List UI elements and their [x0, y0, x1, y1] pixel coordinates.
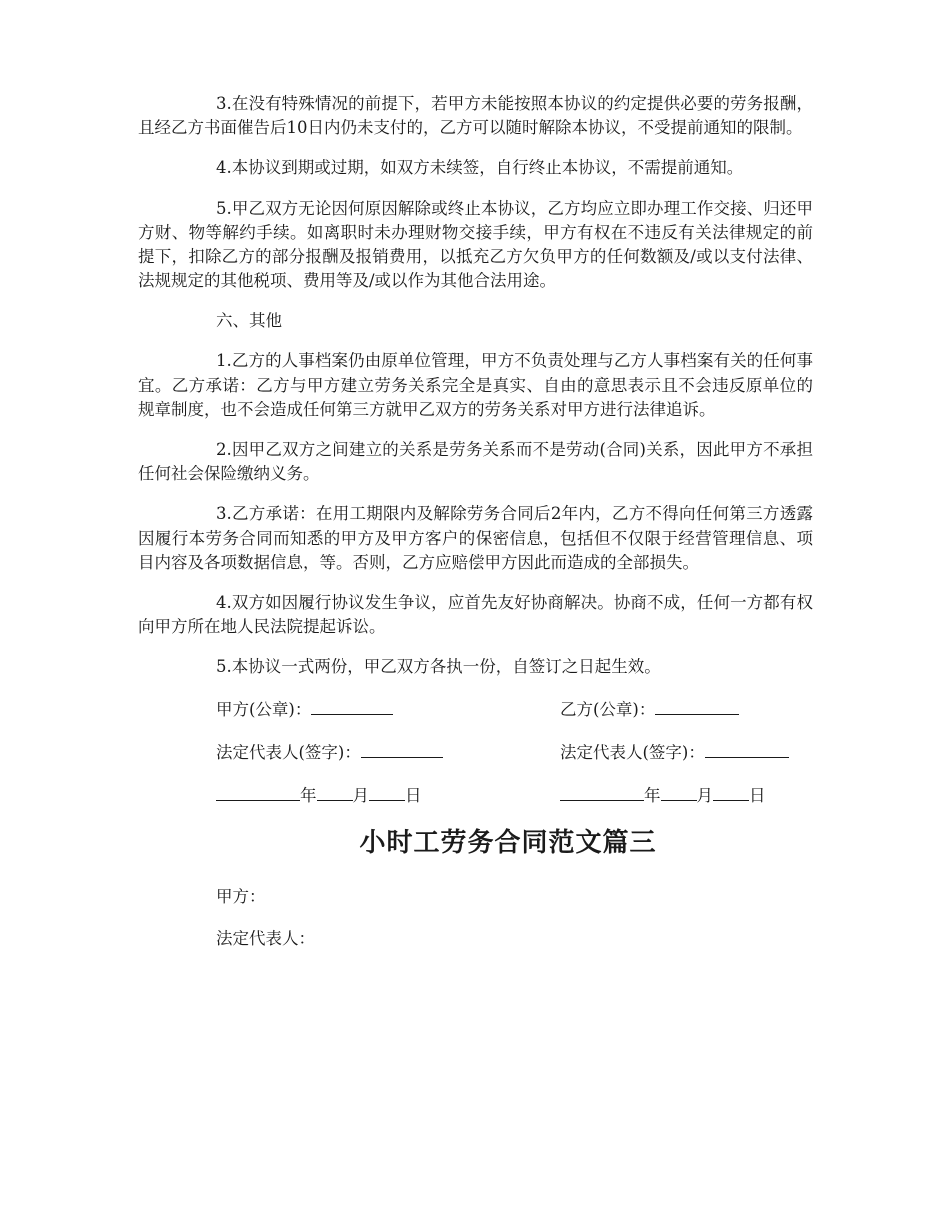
rep-a-blank — [361, 739, 443, 758]
party-b-seal-label: 乙方(公章)： — [560, 699, 656, 719]
clause-6-1: 1.乙方的人事档案仍由原单位管理，甲方不负责处理与乙方人事档案有关的任何事宜。乙方承诺：乙方与甲方建立劳务关系完全是真实、自由的意思表示且不会违反原单位的规章制度，也不会造成任何第三方就甲乙双方的劳务关系对甲方进行法律追诉。 — [138, 351, 813, 419]
date-b-day-blank — [713, 782, 749, 801]
date-b-year-blank — [560, 782, 644, 801]
date-b-field — [560, 782, 766, 808]
party-a-line: 甲方： — [216, 886, 266, 906]
party-b-seal-blank — [655, 696, 739, 715]
party-a-seal-label: 甲方(公章)： — [216, 699, 312, 719]
rep-b-blank — [705, 739, 789, 758]
date-a-month-blank — [317, 782, 353, 801]
clause-6-5: 5.本协议一式两份，甲乙双方各执一份，自签订之日起生效。 — [216, 657, 661, 677]
clause-5-5: 5.甲乙双方无论因何原因解除或终止本协议，乙方均应立即办理工作交接、归还甲方财、物等解约手续。如离职时未办理财物交接手续，甲方有权在不违反有关法律规定的前提下，扣除乙方的部分报酬及报销费用，以抵充乙方欠负甲方的任何数额及/或以支付法律、法规规定的其他税项、费用等及/或以作为其他合法用途。 — [138, 198, 813, 291]
rep-b-field — [560, 739, 789, 765]
section-heading-other: 六、其他 — [216, 311, 282, 331]
rep-b-label: 法定代表人(签字)： — [560, 742, 705, 762]
date-b-year-label: 年 — [644, 785, 661, 805]
rep-a-label: 法定代表人(签字)： — [216, 742, 361, 762]
clause-6-2: 2.因甲乙双方之间建立的关系是劳务关系而不是劳动(合同)关系，因此甲方不承担任何社会保险缴纳义务。 — [138, 440, 813, 484]
section-title: 小时工劳务合同范文篇三 — [359, 827, 657, 858]
party-a-seal-field — [216, 696, 393, 722]
clause-6-4: 4.双方如因履行协议发生争议，应首先友好协商解决。协商不成，任何一方都有权向甲方所在地人民法院提起诉讼。 — [138, 593, 813, 637]
document-page — [138, 92, 813, 969]
clause-6-3: 3.乙方承诺：在用工期限内及解除劳务合同后2年内，乙方不得向任何第三方透露因履行本劳务合同而知悉的甲方及甲方客户的保密信息，包括但不仅限于经营管理信息、项目内容及各项数据信息，等。否则，乙方应赔偿甲方因此而造成的全部损失。 — [138, 504, 813, 572]
clause-5-4: 4.本协议到期或过期，如双方未续签，自行终止本协议，不需提前通知。 — [216, 158, 744, 178]
party-b-seal-field — [560, 696, 739, 722]
date-b-day-label: 日 — [749, 785, 766, 805]
rep-a-field — [216, 739, 443, 765]
date-a-day-blank — [369, 782, 405, 801]
date-a-month-label: 月 — [352, 785, 369, 805]
date-a-field — [216, 782, 422, 808]
date-b-month-label: 月 — [696, 785, 713, 805]
party-a-seal-blank — [311, 696, 393, 715]
date-a-day-label: 日 — [405, 785, 422, 805]
date-a-year-blank — [216, 782, 300, 801]
date-a-year-label: 年 — [300, 785, 317, 805]
date-b-month-blank — [661, 782, 697, 801]
signature-seal-row — [138, 696, 813, 720]
legal-rep-line: 法定代表人： — [216, 928, 315, 948]
clause-5-3: 3.在没有特殊情况的前提下，若甲方未能按照本协议的约定提供必要的劳务报酬，且经乙方书面催告后10日内仍未支付的，乙方可以随时解除本协议，不受提前通知的限制。 — [138, 94, 813, 138]
signature-date-row — [138, 782, 813, 806]
signature-rep-row — [138, 739, 813, 763]
